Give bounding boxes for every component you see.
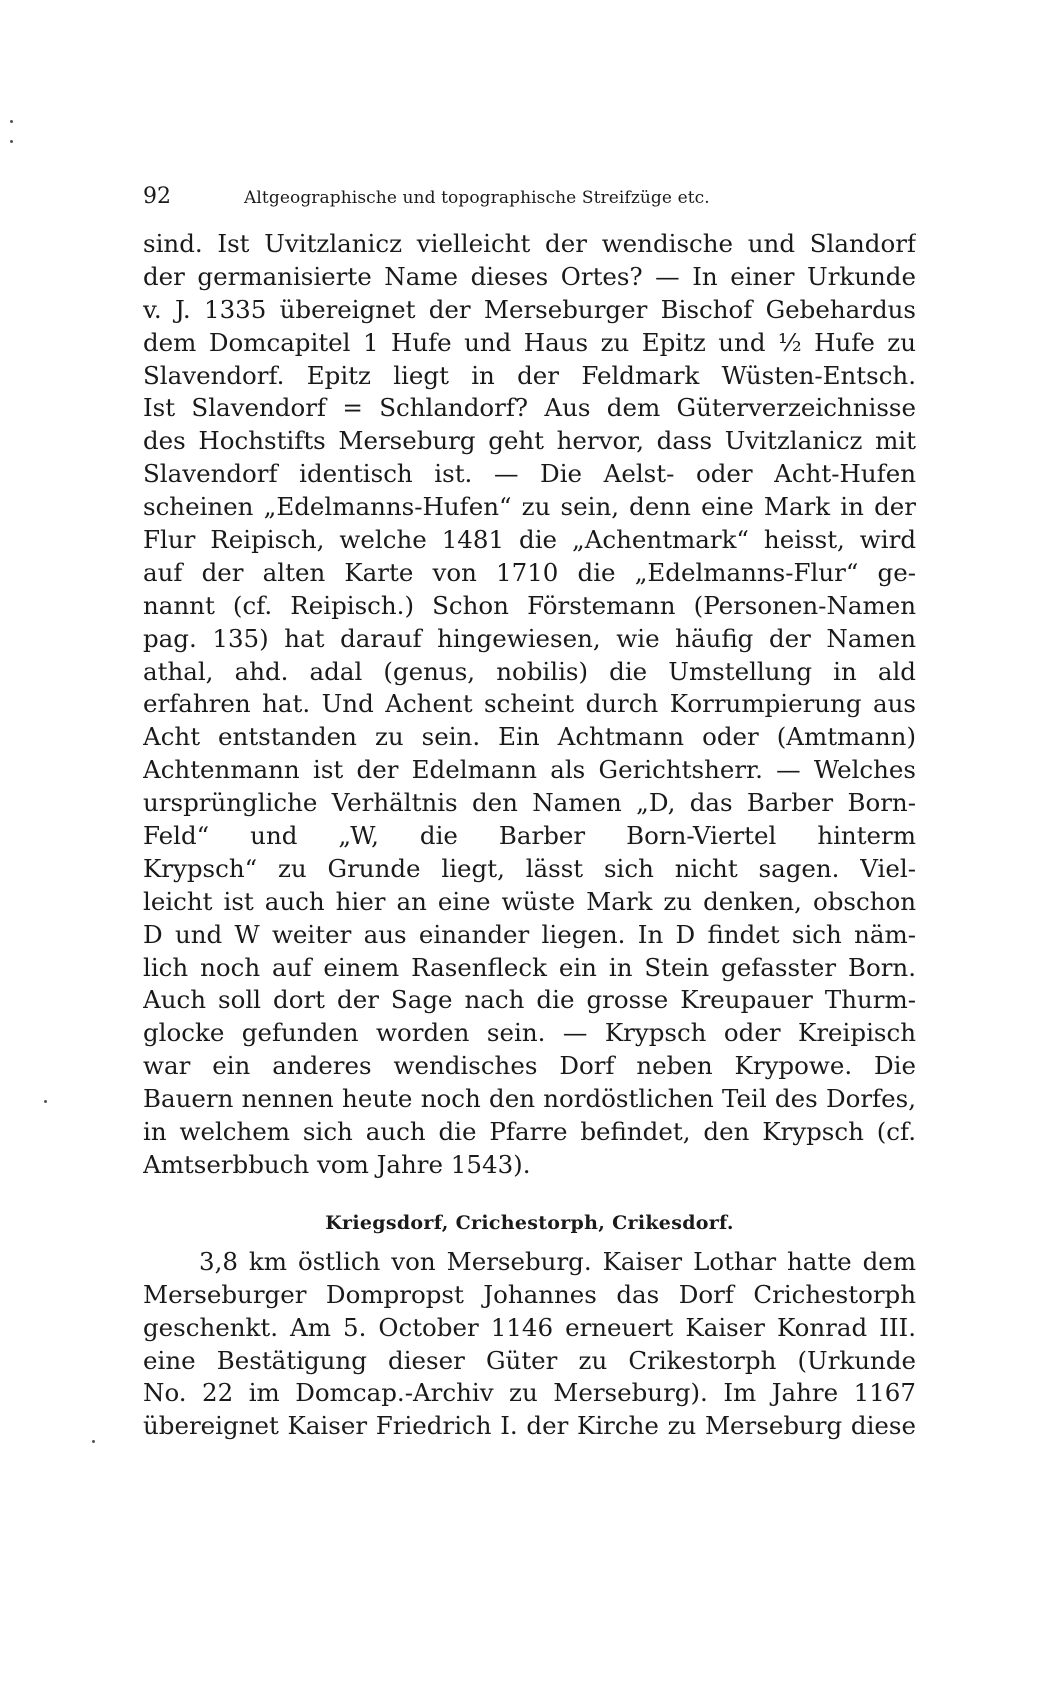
text-line: scheinen „Edelmanns-Hufen“ zu sein, denn eine Mark in der xyxy=(143,492,916,522)
text-line: eine Bestätigung dieser Güter zu Crikestorph (Urkunde xyxy=(143,1345,916,1375)
page-number: 92 xyxy=(143,184,171,209)
text-line: erfahren hat. Und Achent scheint durch Korrumpierung aus xyxy=(143,689,916,719)
text-line: D und W weiter aus einander liegen. In D findet sich näm- xyxy=(143,919,916,949)
text-line: nannt (cf. Reipisch.) Schon Förstemann (Personen-Namen xyxy=(143,590,916,620)
margin-dot xyxy=(10,140,13,143)
text-line: war ein anderes wendisches Dorf neben Krypowe. Die xyxy=(143,1051,916,1081)
text-line: Merseburger Dompropst Johannes das Dorf Crichestorph xyxy=(143,1279,916,1309)
text-line: 3,8 km östlich von Merseburg. Kaiser Lothar hatte dem xyxy=(199,1246,916,1276)
text-line: der germanisierte Name dieses Ortes? — In einer Urkunde xyxy=(143,261,916,291)
paragraph-1 xyxy=(143,228,916,1182)
text-line: Feld“ und „W, die Barber Born-Viertel hinterm xyxy=(143,821,916,851)
text-line: übereignet Kaiser Friedrich I. der Kirche zu Merseburg diese xyxy=(143,1411,916,1441)
section-heading: Kriegsdorf, Crichestorph, Crikesdorf. xyxy=(325,1211,734,1234)
text-line: Slavendorf identisch ist. — Die Aelst- oder Acht-Hufen xyxy=(143,459,916,489)
text-line: pag. 135) hat darauf hingewiesen, wie häufig der Namen xyxy=(143,623,916,653)
text-line: dem Domcapitel 1 Hufe und Haus zu Epitz und ½ Hufe zu xyxy=(143,327,916,357)
margin-dot xyxy=(44,1100,47,1103)
text-line: glocke gefunden worden sein. — Krypsch oder Kreipisch xyxy=(143,1018,916,1048)
text-line: Auch soll dort der Sage nach die grosse Kreupauer Thurm- xyxy=(143,985,916,1015)
text-line: No. 22 im Domcap.-Archiv zu Merseburg). Im Jahre 1167 xyxy=(143,1378,916,1408)
text-line: sind. Ist Uvitzlanicz vielleicht der wendische und Slandorf xyxy=(143,229,916,258)
text-line: Slavendorf. Epitz liegt in der Feldmark Wüsten-Entsch. xyxy=(143,360,916,390)
text-line: des Hochstifts Merseburg geht hervor, dass Uvitzlanicz mit xyxy=(143,426,916,456)
text-line: athal, ahd. adal (genus, nobilis) die Umstellung in ald xyxy=(143,656,916,686)
paragraph-2 xyxy=(143,1246,916,1443)
text-line: Bauern nennen heute noch den nordöstlichen Teil des Dorfes, xyxy=(143,1084,916,1114)
text-line: v. J. 1335 übereignet der Merseburger Bischof Gebehardus xyxy=(143,294,916,324)
margin-dot xyxy=(10,120,13,123)
text-line: Flur Reipisch, welche 1481 die „Achentmark“ heisst, wird xyxy=(143,525,916,555)
text-line: leicht ist auch hier an eine wüste Mark zu denken, obschon xyxy=(143,886,916,916)
text-line: geschenkt. Am 5. October 1146 erneuert Kaiser Konrad III. xyxy=(143,1312,916,1342)
text-line: ursprüngliche Verhältnis den Namen „D, das Barber Born- xyxy=(143,788,916,818)
text-line: Ist Slavendorf = Schlandorf? Aus dem Güterverzeichnisse xyxy=(143,393,916,423)
running-title: Altgeographische und topographische Streifzüge etc. xyxy=(244,188,710,208)
text-block xyxy=(143,228,916,1443)
margin-dot xyxy=(92,1440,95,1443)
text-line: Krypsch“ zu Grunde liegt, lässt sich nicht sagen. Viel- xyxy=(143,853,916,883)
text-line: auf der alten Karte von 1710 die „Edelmanns-Flur“ ge- xyxy=(143,557,916,587)
text-line: Achtenmann ist der Edelmann als Gerichtsherr. — Welches xyxy=(143,755,916,785)
text-line: in welchem sich auch die Pfarre befindet, den Krypsch (cf. xyxy=(143,1117,916,1147)
text-line: lich noch auf einem Rasenfleck ein in Stein gefasster Born. xyxy=(143,952,916,982)
text-line: Amtserbbuch vom Jahre 1543). xyxy=(143,1149,531,1179)
text-line: Acht entstanden zu sein. Ein Achtmann oder (Amtmann) xyxy=(143,722,916,752)
